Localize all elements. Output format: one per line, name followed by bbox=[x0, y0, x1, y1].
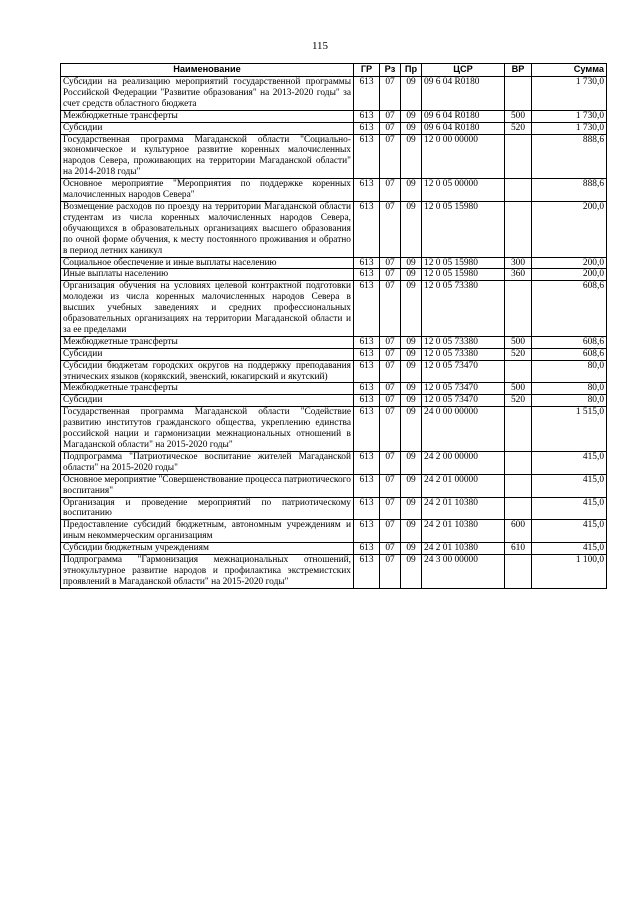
cell-sum: 608,6 bbox=[532, 281, 607, 337]
cell-rz: 07 bbox=[380, 407, 401, 452]
cell-name: Подпрограмма "Гармонизация межнациональных отношений, этнокультурное развитие народов и профилактика экстремистских проявлений в Магаданской области" на 2015-2020 годы" bbox=[61, 555, 354, 589]
cell-gr: 613 bbox=[354, 520, 380, 543]
cell-sum: 608,6 bbox=[532, 336, 607, 348]
cell-rz: 07 bbox=[380, 474, 401, 497]
cell-rz: 07 bbox=[380, 77, 401, 111]
cell-vr: 520 bbox=[505, 395, 532, 407]
cell-name: Субсидии bbox=[61, 348, 354, 360]
cell-pr: 09 bbox=[401, 281, 422, 337]
table-row bbox=[61, 257, 607, 269]
cell-sum: 415,0 bbox=[532, 451, 607, 474]
cell-pr: 09 bbox=[401, 497, 422, 520]
table-row bbox=[61, 110, 607, 122]
cell-csr: 24 2 01 10380 bbox=[422, 543, 505, 555]
table-row bbox=[61, 336, 607, 348]
cell-rz: 07 bbox=[380, 451, 401, 474]
cell-rz: 07 bbox=[380, 360, 401, 383]
cell-pr: 09 bbox=[401, 543, 422, 555]
cell-csr: 12 0 05 15980 bbox=[422, 201, 505, 257]
cell-sum: 80,0 bbox=[532, 395, 607, 407]
cell-vr bbox=[505, 407, 532, 452]
cell-vr bbox=[505, 77, 532, 111]
cell-csr: 12 0 05 73470 bbox=[422, 360, 505, 383]
cell-rz: 07 bbox=[380, 134, 401, 179]
cell-vr: 600 bbox=[505, 520, 532, 543]
table-row bbox=[61, 348, 607, 360]
cell-sum: 608,6 bbox=[532, 348, 607, 360]
col-header-gr: ГР bbox=[354, 64, 380, 77]
table-row bbox=[61, 395, 607, 407]
cell-name: Организация и проведение мероприятий по патриотическому воспитанию bbox=[61, 497, 354, 520]
table-row bbox=[61, 122, 607, 134]
cell-name: Организация обучения на условиях целевой контрактной подготовки молодежи из числа коренных малочисленных народов Севера в высших учебных заведениях и средних профессиональных образовательных организациях на территории Магаданской области и за ее пределами bbox=[61, 281, 354, 337]
cell-rz: 07 bbox=[380, 257, 401, 269]
cell-rz: 07 bbox=[380, 122, 401, 134]
cell-rz: 07 bbox=[380, 179, 401, 202]
cell-gr: 613 bbox=[354, 383, 380, 395]
cell-vr bbox=[505, 474, 532, 497]
cell-gr: 613 bbox=[354, 407, 380, 452]
cell-gr: 613 bbox=[354, 474, 380, 497]
cell-sum: 415,0 bbox=[532, 497, 607, 520]
cell-gr: 613 bbox=[354, 77, 380, 111]
cell-pr: 09 bbox=[401, 474, 422, 497]
cell-sum: 1 515,0 bbox=[532, 407, 607, 452]
cell-name: Субсидии на реализацию мероприятий государственной программы Российской Федерации "Развитие образования" на 2013-2020 годы" за счет средств областного бюджета bbox=[61, 77, 354, 111]
cell-sum: 415,0 bbox=[532, 520, 607, 543]
cell-sum: 200,0 bbox=[532, 201, 607, 257]
table-row bbox=[61, 451, 607, 474]
cell-pr: 09 bbox=[401, 360, 422, 383]
cell-pr: 09 bbox=[401, 336, 422, 348]
cell-rz: 07 bbox=[380, 201, 401, 257]
cell-rz: 07 bbox=[380, 336, 401, 348]
cell-name: Подпрограмма "Патриотическое воспитание жителей Магаданской области" на 2015-2020 годы" bbox=[61, 451, 354, 474]
table-row bbox=[61, 360, 607, 383]
cell-csr: 12 0 05 00000 bbox=[422, 179, 505, 202]
cell-vr: 300 bbox=[505, 257, 532, 269]
cell-vr bbox=[505, 281, 532, 337]
cell-gr: 613 bbox=[354, 281, 380, 337]
cell-pr: 09 bbox=[401, 348, 422, 360]
cell-pr: 09 bbox=[401, 77, 422, 111]
cell-vr bbox=[505, 555, 532, 589]
cell-pr: 09 bbox=[401, 383, 422, 395]
cell-pr: 09 bbox=[401, 179, 422, 202]
cell-name: Межбюджетные трансферты bbox=[61, 110, 354, 122]
cell-csr: 24 0 00 00000 bbox=[422, 407, 505, 452]
cell-gr: 613 bbox=[354, 395, 380, 407]
col-header-rz: Рз bbox=[380, 64, 401, 77]
cell-gr: 613 bbox=[354, 555, 380, 589]
col-header-sum: Сумма bbox=[532, 64, 607, 77]
cell-name: Субсидии bbox=[61, 395, 354, 407]
cell-csr: 24 2 01 10380 bbox=[422, 520, 505, 543]
table-row bbox=[61, 520, 607, 543]
cell-sum: 80,0 bbox=[532, 383, 607, 395]
cell-rz: 07 bbox=[380, 110, 401, 122]
table-body bbox=[61, 77, 607, 589]
cell-csr: 12 0 05 73380 bbox=[422, 281, 505, 337]
col-header-csr: ЦСР bbox=[422, 64, 505, 77]
cell-sum: 888,6 bbox=[532, 134, 607, 179]
cell-csr: 24 2 01 00000 bbox=[422, 474, 505, 497]
col-header-pr: Пр bbox=[401, 64, 422, 77]
cell-gr: 613 bbox=[354, 257, 380, 269]
cell-name: Межбюджетные трансферты bbox=[61, 336, 354, 348]
cell-gr: 613 bbox=[354, 269, 380, 281]
cell-vr bbox=[505, 451, 532, 474]
cell-pr: 09 bbox=[401, 269, 422, 281]
cell-rz: 07 bbox=[380, 520, 401, 543]
cell-rz: 07 bbox=[380, 281, 401, 337]
cell-vr: 500 bbox=[505, 110, 532, 122]
cell-csr: 12 0 05 15980 bbox=[422, 269, 505, 281]
cell-sum: 200,0 bbox=[532, 269, 607, 281]
cell-vr bbox=[505, 201, 532, 257]
cell-vr bbox=[505, 134, 532, 179]
cell-csr: 24 3 00 00000 bbox=[422, 555, 505, 589]
cell-csr: 12 0 05 73380 bbox=[422, 348, 505, 360]
cell-name: Основное мероприятие "Мероприятия по поддержке коренных малочисленных народов Севера" bbox=[61, 179, 354, 202]
cell-sum: 80,0 bbox=[532, 360, 607, 383]
table-row bbox=[61, 383, 607, 395]
cell-csr: 09 6 04 R0180 bbox=[422, 122, 505, 134]
cell-name: Возмещение расходов по проезду на территории Магаданской области студентам из числа коренных малочисленных народов Севера, обучающихся в образовательных организациях высшего образования по очной форме обучения, к месту постоянного проживания и обратно в период летних каникул bbox=[61, 201, 354, 257]
cell-pr: 09 bbox=[401, 122, 422, 134]
cell-sum: 1 100,0 bbox=[532, 555, 607, 589]
cell-vr bbox=[505, 179, 532, 202]
cell-pr: 09 bbox=[401, 134, 422, 179]
cell-vr: 500 bbox=[505, 383, 532, 395]
cell-gr: 613 bbox=[354, 110, 380, 122]
cell-sum: 1 730,0 bbox=[532, 122, 607, 134]
cell-csr: 09 6 04 R0180 bbox=[422, 110, 505, 122]
table-row bbox=[61, 269, 607, 281]
cell-name: Государственная программа Магаданской области "Содействие развитию институтов гражданского общества, укреплению единства российской нации и гармонизации межнациональных отношений в Магаданской области" на 2015-2020 годы" bbox=[61, 407, 354, 452]
cell-sum: 1 730,0 bbox=[532, 110, 607, 122]
cell-csr: 12 0 00 00000 bbox=[422, 134, 505, 179]
table-row bbox=[61, 543, 607, 555]
cell-name: Предоставление субсидий бюджетным, автономным учреждениям и иным некоммерческим организациям bbox=[61, 520, 354, 543]
cell-gr: 613 bbox=[354, 201, 380, 257]
cell-rz: 07 bbox=[380, 555, 401, 589]
cell-pr: 09 bbox=[401, 110, 422, 122]
cell-name: Межбюджетные трансферты bbox=[61, 383, 354, 395]
cell-vr: 610 bbox=[505, 543, 532, 555]
cell-csr: 24 2 01 10380 bbox=[422, 497, 505, 520]
cell-gr: 613 bbox=[354, 543, 380, 555]
table-row bbox=[61, 407, 607, 452]
budget-table bbox=[60, 63, 607, 589]
cell-csr: 12 0 05 73470 bbox=[422, 383, 505, 395]
cell-rz: 07 bbox=[380, 497, 401, 520]
cell-rz: 07 bbox=[380, 543, 401, 555]
cell-gr: 613 bbox=[354, 360, 380, 383]
cell-pr: 09 bbox=[401, 451, 422, 474]
cell-gr: 613 bbox=[354, 497, 380, 520]
cell-gr: 613 bbox=[354, 348, 380, 360]
col-header-name: Наименование bbox=[61, 64, 354, 77]
page-number: 115 bbox=[311, 40, 329, 52]
cell-name: Субсидии бюджетам городских округов на поддержку преподавания этнических языков (корякский, эвенский, юкагирский и якутский) bbox=[61, 360, 354, 383]
cell-vr: 520 bbox=[505, 122, 532, 134]
table-row bbox=[61, 555, 607, 589]
cell-csr: 12 0 05 73380 bbox=[422, 336, 505, 348]
cell-name: Иные выплаты населению bbox=[61, 269, 354, 281]
cell-rz: 07 bbox=[380, 348, 401, 360]
cell-rz: 07 bbox=[380, 269, 401, 281]
table-row bbox=[61, 474, 607, 497]
cell-name: Субсидии bbox=[61, 122, 354, 134]
table-header-row bbox=[61, 64, 607, 77]
cell-sum: 888,6 bbox=[532, 179, 607, 202]
col-header-vr: ВР bbox=[505, 64, 532, 77]
cell-gr: 613 bbox=[354, 336, 380, 348]
cell-gr: 613 bbox=[354, 134, 380, 179]
table-row bbox=[61, 497, 607, 520]
cell-gr: 613 bbox=[354, 451, 380, 474]
cell-rz: 07 bbox=[380, 395, 401, 407]
table-row bbox=[61, 281, 607, 337]
cell-sum: 415,0 bbox=[532, 474, 607, 497]
cell-csr: 12 0 05 73470 bbox=[422, 395, 505, 407]
cell-csr: 12 0 05 15980 bbox=[422, 257, 505, 269]
cell-name: Государственная программа Магаданской области "Социально-экономическое и культурное развитие коренных малочисленных народов Севера, проживающих на территории Магаданской области" на 2014-2018 годы" bbox=[61, 134, 354, 179]
cell-name: Основное мероприятие "Совершенствование процесса патриотического воспитания" bbox=[61, 474, 354, 497]
cell-name: Субсидии бюджетным учреждениям bbox=[61, 543, 354, 555]
cell-pr: 09 bbox=[401, 555, 422, 589]
cell-vr: 360 bbox=[505, 269, 532, 281]
cell-rz: 07 bbox=[380, 383, 401, 395]
cell-sum: 415,0 bbox=[532, 543, 607, 555]
cell-gr: 613 bbox=[354, 179, 380, 202]
cell-csr: 24 2 00 00000 bbox=[422, 451, 505, 474]
table-row bbox=[61, 134, 607, 179]
cell-vr: 500 bbox=[505, 336, 532, 348]
cell-vr bbox=[505, 497, 532, 520]
table-row bbox=[61, 201, 607, 257]
cell-pr: 09 bbox=[401, 407, 422, 452]
cell-pr: 09 bbox=[401, 520, 422, 543]
cell-csr: 09 6 04 R0180 bbox=[422, 77, 505, 111]
table-row bbox=[61, 179, 607, 202]
table-row bbox=[61, 77, 607, 111]
cell-pr: 09 bbox=[401, 201, 422, 257]
cell-pr: 09 bbox=[401, 257, 422, 269]
cell-vr bbox=[505, 360, 532, 383]
cell-sum: 1 730,0 bbox=[532, 77, 607, 111]
cell-pr: 09 bbox=[401, 395, 422, 407]
cell-name: Социальное обеспечение и иные выплаты населению bbox=[61, 257, 354, 269]
cell-vr: 520 bbox=[505, 348, 532, 360]
cell-sum: 200,0 bbox=[532, 257, 607, 269]
cell-gr: 613 bbox=[354, 122, 380, 134]
